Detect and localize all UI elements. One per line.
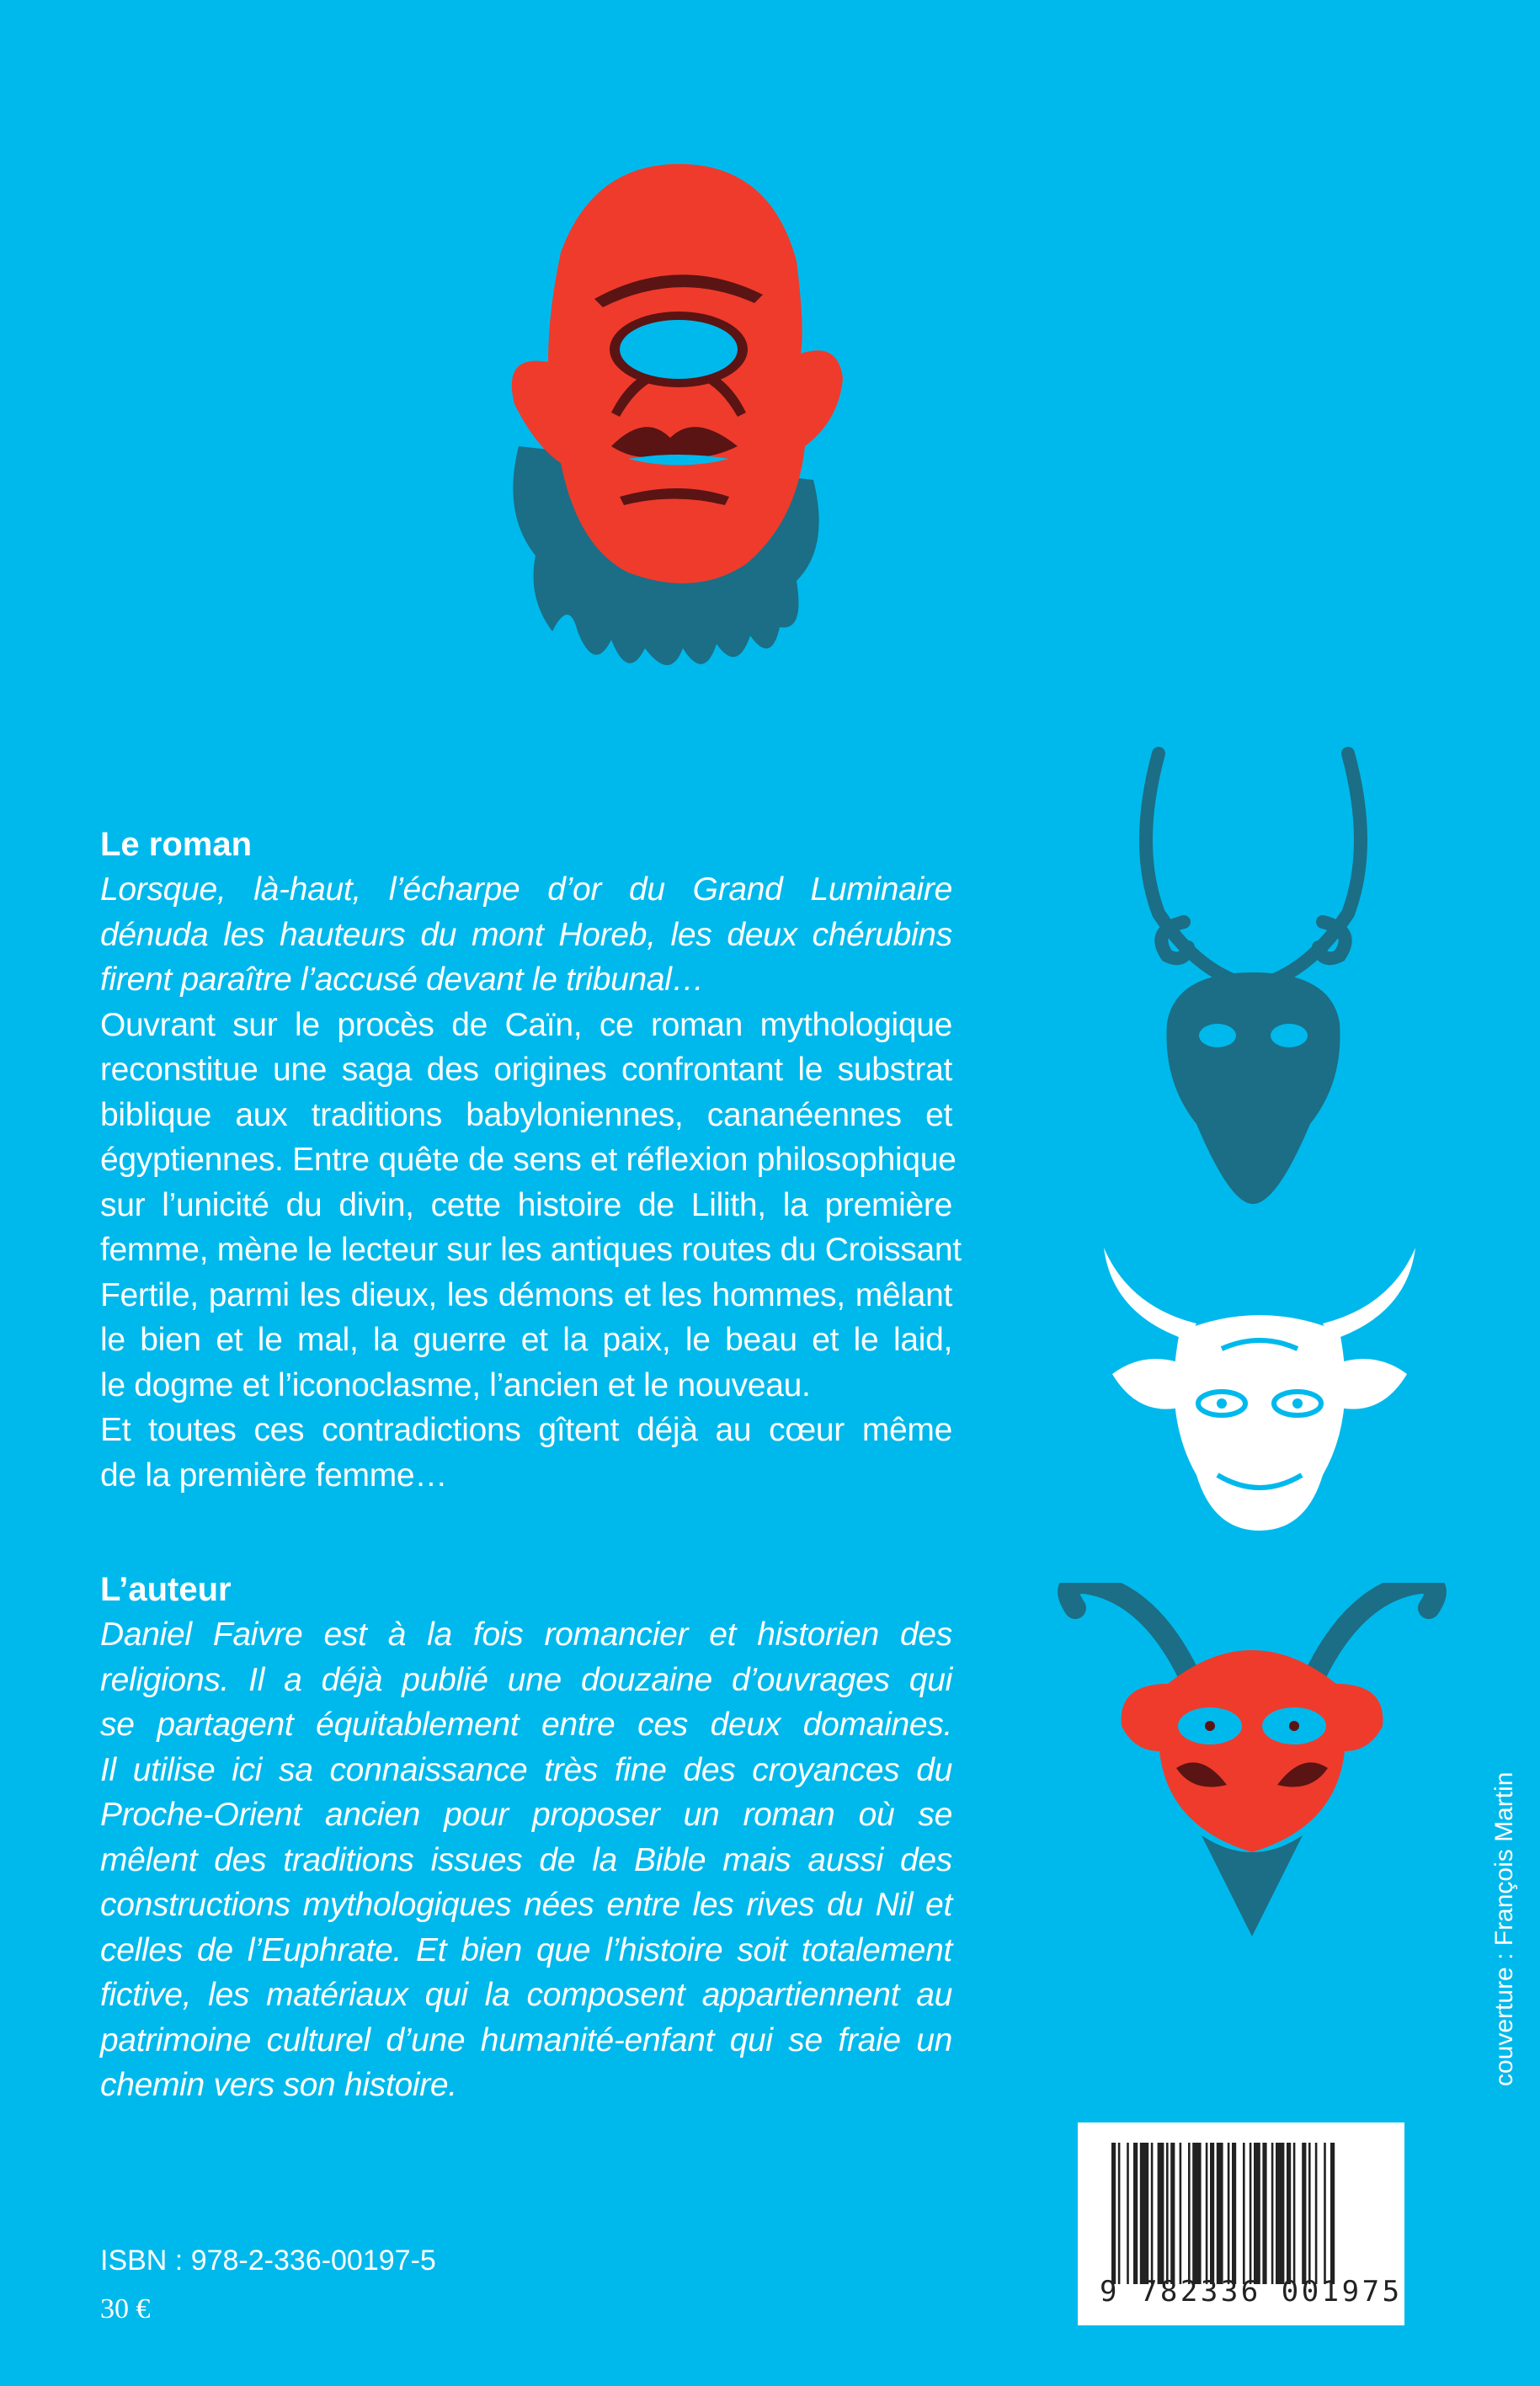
barcode-bar — [1262, 2143, 1266, 2284]
author-bio-line: celles de l’Euphrate. Et bien que l’histoire soit totalement — [100, 1931, 952, 1968]
barcode-bar — [1250, 2143, 1252, 2284]
barcode-bar — [1228, 2143, 1230, 2284]
novel-heading: Le roman — [100, 826, 253, 863]
novel-summary-line: le bien et le mal, la guerre et la paix, le beau et le laid, — [100, 1322, 952, 1358]
barcode-bar — [1166, 2143, 1169, 2284]
price-text: 30 € — [100, 2293, 151, 2325]
cyclops-mask-illustration — [502, 160, 847, 682]
barcode-bar — [1293, 2143, 1296, 2284]
novel-summary-line: femme, mène le lecteur sur les antiques routes du Croissant — [100, 1232, 962, 1268]
author-bio-line: Il utilise ici sa connaissance très fine des croyances du — [100, 1751, 952, 1788]
barcode-bar — [1217, 2143, 1223, 2284]
novel-summary-line: Et toutes ces contradictions gîtent déjà au cœur même — [100, 1412, 952, 1448]
novel-summary-line: de la première femme… — [100, 1457, 448, 1494]
author-heading: L’auteur — [100, 1571, 232, 1608]
barcode-bar — [1254, 2143, 1260, 2284]
barcode — [1078, 2122, 1404, 2325]
novel-summary-line: sur l’unicité du divin, cette histoire de Lilith, la première — [100, 1186, 952, 1223]
barcode-bar — [1180, 2143, 1182, 2284]
novel-excerpt-line: firent paraître l’accusé devant le tribunal… — [100, 961, 705, 998]
novel-summary-line: Fertile, parmi les dieux, les démons et les hommes, mêlant — [100, 1276, 952, 1313]
barcode-bar — [1188, 2143, 1191, 2284]
novel-excerpt-line: Lorsque, là-haut, l’écharpe d’or du Grand Luminaire — [100, 871, 952, 908]
barcode-bar — [1118, 2143, 1121, 2284]
author-bio-line: constructions mythologiques nées entre les rives du Nil et — [100, 1887, 952, 1923]
barcode-bar — [1232, 2143, 1236, 2284]
novel-summary-line: le dogme et l’iconoclasme, l’ancien et le nouveau. — [100, 1366, 811, 1403]
barcode-bar — [1170, 2143, 1175, 2284]
author-bio-line: Daniel Faivre est à la fois romancier et historien des — [100, 1616, 952, 1653]
author-bio-line: se partagent équitablement entre ces deux domaines. — [100, 1707, 952, 1743]
barcode-bar — [1206, 2143, 1208, 2284]
barcode-bar — [1287, 2143, 1291, 2284]
novel-summary-line: Ouvrant sur le procès de Caïn, ce roman mythologique — [100, 1006, 952, 1043]
novel-summary-line: biblique aux traditions babyloniennes, cananéennes et — [100, 1096, 952, 1133]
barcode-bar — [1127, 2143, 1129, 2284]
barcode-bar — [1315, 2143, 1318, 2284]
isbn-text: ISBN : 978-2-336-00197-5 — [100, 2245, 436, 2277]
barcode-bar — [1158, 2143, 1164, 2284]
horned-mask-illustration — [1133, 745, 1373, 1204]
novel-section — [100, 823, 962, 1498]
barcode-number: 9 782336 001975 — [1100, 2275, 1403, 2309]
author-bio-line: chemin vers son histoire. — [100, 2067, 457, 2103]
barcode-bar — [1140, 2143, 1148, 2284]
author-bio-line: fictive, les matériaux qui la composent appartiennent au — [100, 1977, 952, 2013]
barcode-bar — [1271, 2143, 1274, 2284]
barcode-bar — [1111, 2143, 1116, 2284]
barcode-bar — [1192, 2143, 1201, 2284]
cover-credit: couverture : François Martin — [1490, 1771, 1518, 2086]
barcode-bar — [1308, 2143, 1311, 2284]
novel-summary-line: reconstitue une saga des origines confrontant le substrat — [100, 1052, 952, 1088]
barcode-bar — [1302, 2143, 1306, 2284]
author-bio-line: religions. Il a déjà publié une douzaine d’ouvrages qui — [100, 1661, 952, 1698]
barcode-bar — [1133, 2143, 1138, 2284]
novel-excerpt-line: dénuda les hauteurs du mont Horeb, les deux chérubins — [100, 916, 952, 953]
barcode-bar — [1330, 2143, 1335, 2284]
author-bio-line: Proche-Orient ancien pour proposer un roman où se — [100, 1797, 952, 1833]
barcode-bar — [1151, 2143, 1154, 2284]
barcode-bar — [1210, 2143, 1214, 2284]
barcode-bar — [1276, 2143, 1284, 2284]
barcode-bars — [1111, 2143, 1364, 2284]
novel-summary-line: égyptiennes. Entre quête de sens et réflexion philosophique — [100, 1142, 957, 1178]
author-section — [100, 1568, 952, 2108]
bull-mask-illustration — [1095, 1248, 1424, 1531]
demon-mask-illustration — [1050, 1583, 1454, 1936]
barcode-bar — [1324, 2143, 1326, 2284]
author-bio-line: patrimoine culturel d’une humanité-enfant qui se fraie un — [100, 2021, 952, 2058]
barcode-bar — [1243, 2143, 1245, 2284]
author-bio-line: mêlent des traditions issues de la Bible mais aussi des — [100, 1841, 952, 1878]
